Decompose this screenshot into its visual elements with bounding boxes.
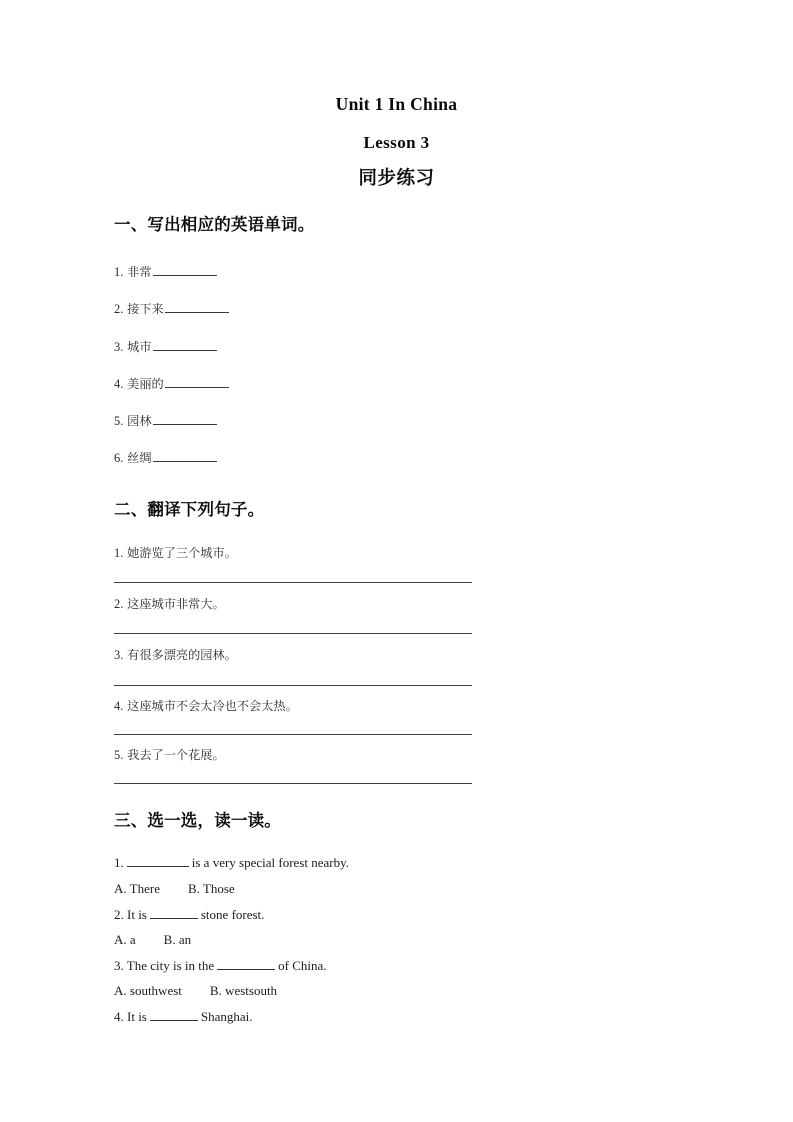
mcq-options [114,932,674,948]
item-sentence: 这座城市不会太冷也不会太热。 [127,698,298,713]
answer-blank[interactable] [165,375,229,388]
option-a[interactable]: A. There [114,880,160,896]
option-b[interactable]: B. Those [187,880,235,896]
translation-prompt [114,748,674,762]
vocabulary-list [114,263,674,466]
question-text-after: stone forest. [200,906,265,922]
item-term: 接下来 [127,302,164,317]
item-number: 4. [114,698,124,713]
worksheet-type-label: 同步练习 [358,167,435,189]
section-heading-3: 三、选一选，读一读。 [114,811,281,831]
item-term: 美丽的 [127,376,164,391]
section-heading-1: 一、写出相应的英语单词。 [114,215,315,234]
option-a[interactable]: A. southwest [114,983,182,999]
list-item [114,263,674,279]
mcq-question [114,907,674,923]
mcq-question [114,958,674,974]
answer-blank[interactable] [127,855,189,867]
answer-line[interactable] [114,582,472,583]
mcq-question [114,855,674,871]
item-number: 3. [114,339,124,354]
option-b[interactable]: B. westsouth [209,983,278,999]
item-sentence: 我去了一个花展。 [127,747,225,762]
answer-blank[interactable] [153,412,217,425]
item-number: 1. [114,545,124,560]
worksheet-body [114,216,674,1025]
lesson-subtitle: Lesson 3 [363,132,430,152]
question-text-after: Shanghai. [200,1008,253,1024]
item-number: 4. [114,1008,124,1024]
translation-item [114,597,674,634]
item-number: 6. [114,451,124,466]
section-multiple-choice [114,812,674,1024]
answer-blank[interactable] [150,1009,198,1021]
translation-item [114,546,674,583]
item-number: 4. [114,376,124,391]
list-item [114,300,674,316]
mcq-question [114,1009,674,1025]
translation-prompt [114,648,674,662]
answer-line[interactable] [114,783,472,784]
translation-item [114,648,674,685]
question-text-before: It is [127,1008,147,1024]
translation-prompt [114,699,674,713]
mcq-options [114,881,674,897]
item-number: 2. [114,597,124,612]
answer-blank[interactable] [165,300,229,313]
item-number: 1. [114,265,124,280]
translation-prompt [114,546,674,560]
question-text-before: The city is in the [126,957,215,973]
option-b[interactable]: B. an [163,932,192,948]
question-text: is a very special forest nearby. [191,855,350,871]
item-number: 2. [114,302,124,317]
question-text-after: of China. [278,957,327,973]
answer-blank[interactable] [217,958,275,970]
mcq-item [114,907,674,948]
list-item [114,338,674,354]
item-sentence: 这座城市非常大。 [127,597,225,612]
translation-item [114,699,674,735]
item-number: 3. [114,648,124,663]
answer-line[interactable] [114,734,472,735]
item-sentence: 她游览了三个城市。 [127,545,237,560]
list-item [114,449,674,465]
translation-prompt [114,597,674,611]
item-term: 丝绸 [127,451,152,466]
section-heading-2: 二、翻译下列句子。 [114,499,265,519]
item-term: 非常 [127,265,152,280]
answer-blank[interactable] [153,449,217,462]
mcq-item [114,958,674,999]
option-a[interactable]: A. a [114,932,136,948]
mcq-item [114,855,674,896]
section-translation [114,501,674,784]
item-term: 城市 [127,339,152,354]
item-number: 5. [114,414,124,429]
section-vocabulary [114,216,674,466]
item-number: 2. [114,906,124,922]
answer-blank[interactable] [153,263,217,276]
answer-blank[interactable] [150,907,198,919]
list-item [114,375,674,391]
question-text-before: It is [127,906,147,922]
title-block [0,96,793,188]
item-number: 3. [114,957,124,973]
item-number: 5. [114,747,124,762]
page-title: Unit 1 In China [335,94,458,114]
answer-line[interactable] [114,685,472,686]
list-item [114,412,674,428]
item-term: 园林 [127,414,152,429]
mcq-item [114,1009,674,1025]
item-number: 1. [114,855,124,871]
answer-line[interactable] [114,633,472,634]
translation-item [114,748,674,784]
item-sentence: 有很多漂亮的园林。 [127,648,237,663]
mcq-options [114,983,674,999]
answer-blank[interactable] [153,338,217,351]
